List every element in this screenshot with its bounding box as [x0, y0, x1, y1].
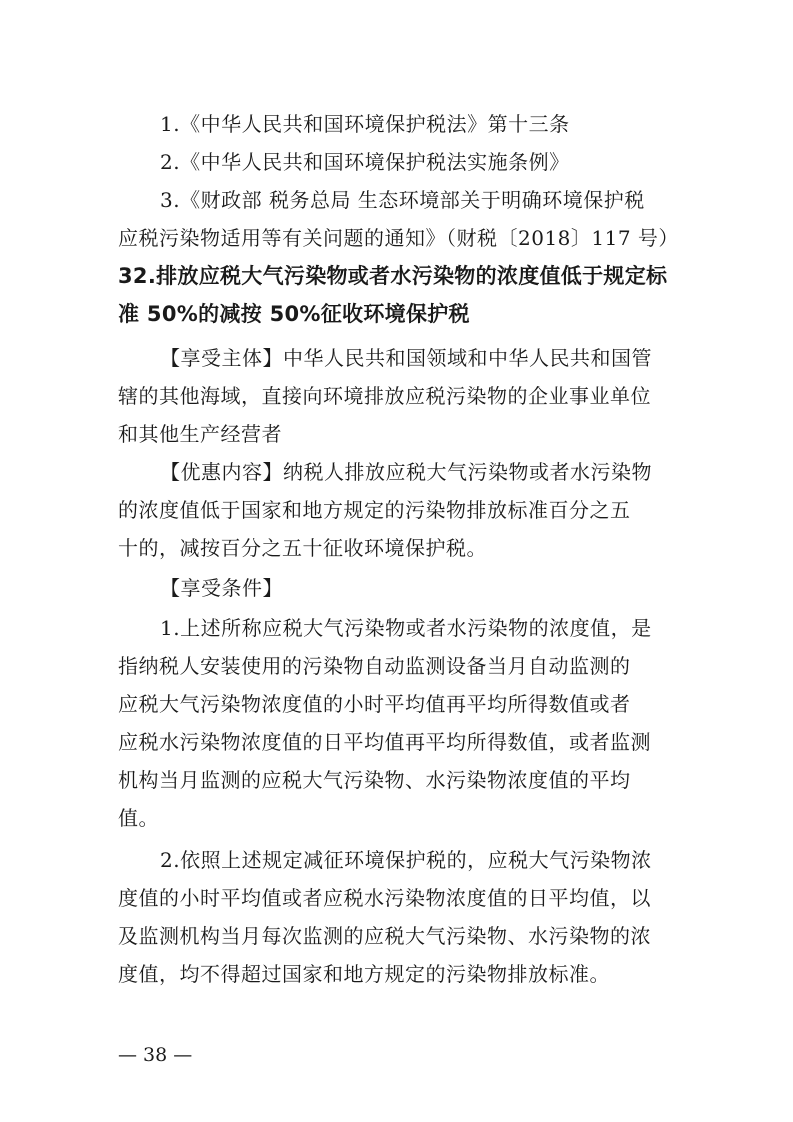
conditions-label: 【享受条件】 [160, 576, 283, 600]
content-paragraph: 【优惠内容】纳税人排放应税大气污染物或者水污染物 [160, 460, 652, 484]
reference-item: 2.《中华人民共和国环境保护税法实施条例》 [160, 150, 570, 174]
page-number: — 38 — [118, 1044, 193, 1066]
subject-paragraph: 【享受主体】中华人民共和国领域和中华人民共和国管 [160, 346, 652, 370]
content-paragraph: 的浓度值低于国家和地方规定的污染物排放标准百分之五 [118, 498, 631, 522]
condition-item-2: 度值，均不得超过国家和地方规定的污染物排放标准。 [118, 962, 610, 986]
condition-item-2: 度值的小时平均值或者应税水污染物浓度值的日平均值，以 [118, 886, 651, 910]
condition-item-1: 应税水污染物浓度值的日平均值再平均所得数值，或者监测 [118, 730, 651, 754]
condition-item-2: 及监测机构当月每次监测的应税大气污染物、水污染物的浓 [118, 924, 651, 948]
subject-paragraph: 辖的其他海域，直接向环境排放应税污染物的企业事业单位 [118, 384, 651, 408]
subject-paragraph: 和其他生产经营者 [118, 422, 282, 446]
condition-item-1: 值。 [118, 806, 159, 830]
section-heading: 准 50%的减按 50%征收环境保护税 [118, 302, 470, 326]
condition-item-1: 应税大气污染物浓度值的小时平均值再平均所得数值或者 [118, 692, 631, 716]
section-heading: 32.排放应税大气污染物或者水污染物的浓度值低于规定标 [118, 264, 668, 288]
condition-item-2: 2.依照上述规定减征环境保护税的，应税大气污染物浓 [160, 848, 652, 872]
content-paragraph: 十的，减按百分之五十征收环境保护税。 [118, 536, 487, 560]
condition-item-1: 1.上述所称应税大气污染物或者水污染物的浓度值，是 [160, 616, 652, 640]
reference-item: 3.《财政部 税务总局 生态环境部关于明确环境保护税 [160, 188, 645, 212]
condition-item-1: 机构当月监测的应税大气污染物、水污染物浓度值的平均 [118, 768, 631, 792]
reference-item: 1.《中华人民共和国环境保护税法》第十三条 [160, 112, 570, 136]
reference-item-continuation: 应税污染物适用等有关问题的通知》（财税〔2018〕117 号） [118, 226, 679, 250]
condition-item-1: 指纳税人安装使用的污染物自动监测设备当月自动监测的 [118, 654, 631, 678]
